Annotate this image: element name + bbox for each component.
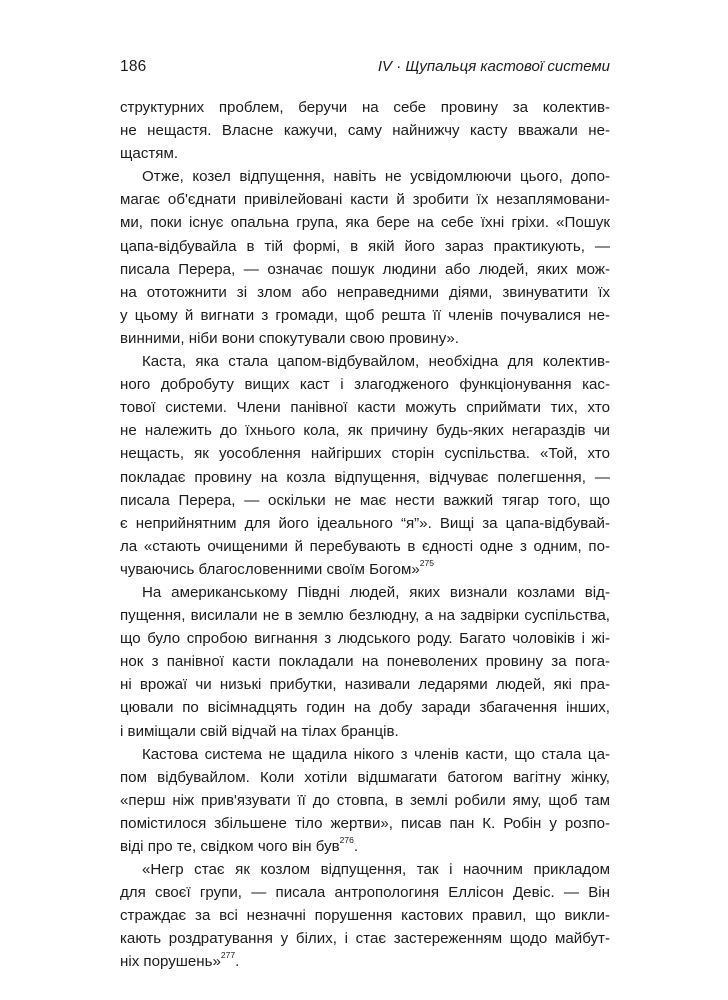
text-line-content: віді про те, свідком чого він був	[120, 838, 340, 855]
text-line: пущення, висилали не в землю безлюдну, а на задвірки суспільства,	[120, 607, 610, 625]
text-line: магає об'єднати привілейовані касти й зробити їх незаплямовани-	[120, 191, 610, 209]
text-line: у цьому й вигнати з громади, щоб решта її членів почувалися не-	[120, 306, 610, 324]
text-line: На американському Півдні людей, яких визнали козлами від-	[142, 583, 610, 601]
paragraph	[120, 165, 610, 350]
text-line: ного добробуту вищих каст і злагодженого функціонування кас-	[120, 376, 610, 394]
text-line: ми, поки існує опальна група, яка бере на себе їхні гріхи. «Пошук	[120, 214, 610, 232]
text-line: цювали по вісімнадцять годин на добу заради збагачення інших,	[120, 699, 610, 717]
text-line	[120, 950, 610, 973]
text-line: «Негр стає як козлом відпущення, так і наочним прикладом	[142, 861, 610, 879]
text-line: структурних проблем, беручи на себе провину за колектив-	[120, 99, 610, 116]
text-line: не нещастя. Власне кажучи, саму найнижчу касту вважали не-	[120, 122, 610, 140]
text-line: покладає провину на козла відпущення, відчуває полегшення, —	[120, 468, 610, 486]
text-line: і виміщали свій відчай на тілах бранців.	[120, 722, 399, 740]
text-line: писала Перера, — означає пошук людини або людей, яких мож-	[120, 260, 610, 278]
footnote-marker[interactable]: 277	[220, 950, 236, 961]
text-line-content: чуваючись благословенними своїм Богом»	[120, 560, 420, 578]
page-number: 186	[120, 58, 147, 75]
text-line: цапа-відбувайла в тій формі, в якій його зараз практикують, —	[120, 237, 610, 255]
text-line: помістилося збільшене тіло жертви», писав пан К. Робін у розпо-	[120, 814, 610, 832]
text-line: пом відбувайлом. Коли хотіли відшмагати батогом вагітну жінку,	[120, 768, 610, 786]
text-line: є неприйнятним для його ідеального “я”». Вищі за цапа-відбувай-	[120, 514, 610, 532]
text-line: щастям.	[120, 145, 179, 163]
text-line	[120, 835, 610, 858]
text-line: ла «стають очищеними й перебувають в єдності одне з одним, по-	[120, 537, 610, 555]
body-text	[120, 96, 610, 974]
text-line: страждає за всі незначні порушення кастових правил, що викли-	[120, 907, 610, 925]
paragraph	[120, 858, 610, 973]
text-line: нок з панівної касти покладали на поневолених провину за пога-	[120, 653, 610, 671]
text-line: що було спробою вигнання з людського роду. Багато чоловіків і жі-	[120, 630, 610, 648]
text-line: «перш ніж прив'язувати її до стовпа, в землі робили яму, щоб там	[120, 791, 610, 809]
text-line: кають роздратування у білих, і стає застереженням щодо майбут-	[120, 930, 610, 948]
paragraph	[120, 96, 610, 165]
paragraph	[120, 581, 610, 743]
text-line: Каста, яка стала цапом-відбувайлом, необхідна для колектив-	[142, 353, 610, 371]
text-line: винними, ніби вони спокутували свою провину».	[120, 329, 460, 347]
running-header	[120, 58, 610, 82]
text-line: писала Перера, — оскільки не має нести важкий тягар того, що	[120, 491, 610, 509]
trailing-punctuation: .	[353, 838, 359, 855]
text-line: нещасть, як уособлення найгірших сторін суспільства. «Той, хто	[120, 445, 610, 463]
footnote-marker[interactable]: 276	[339, 834, 354, 845]
text-line: ні врожаї чи низькі прибутки, називали ледарями людей, які пра-	[120, 676, 610, 694]
text-line: для своєї групи, — писала антропологиня Еллісон Девіс. — Він	[120, 884, 610, 902]
text-line: не належить до їхнього кола, як причину будь-яких негараздів чи	[120, 422, 610, 440]
paragraph	[120, 350, 610, 581]
running-title: IV · Щупальця кастової системи	[377, 58, 610, 75]
text-line	[120, 558, 610, 581]
text-line: Отже, козел відпущення, навіть не усвідомлюючи цього, допо-	[142, 168, 610, 186]
footnote-marker[interactable]: 275	[419, 557, 434, 568]
trailing-punctuation: .	[235, 953, 240, 971]
text-line-content: ніх порушень»	[120, 953, 221, 971]
text-line: Кастова система не щадила нікого з членів касти, що стала ца-	[142, 745, 610, 763]
text-line: на ототожнити зі злом або неправедними діями, звинуватити їх	[120, 283, 610, 301]
text-line: тової системи. Члени панівної касти можуть сприймати тих, хто	[120, 399, 610, 417]
paragraph	[120, 743, 610, 858]
